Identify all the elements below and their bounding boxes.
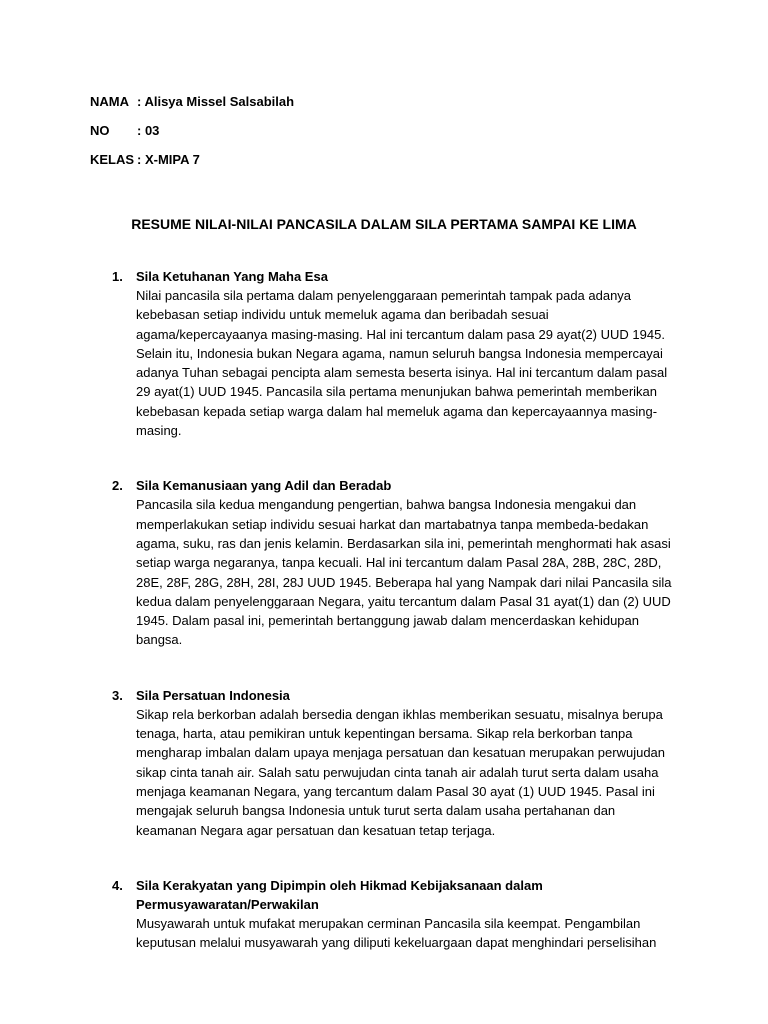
number-label: NO <box>90 123 110 138</box>
section-body <box>136 476 676 649</box>
number-value: : 03 <box>137 123 160 138</box>
class-value: : X-MIPA 7 <box>137 152 200 167</box>
section-item <box>90 876 768 953</box>
document-title: RESUME NILAI-NILAI PANCASILA DALAM SILA PERTAMA SAMPAI KE LIMA <box>131 216 637 232</box>
section-text: Sikap rela berkorban adalah bersedia dengan ikhlas memberikan sesuatu, misalnya berupa tenaga, harta, atau pemikiran untuk kepentingan bersama. Sikap rela berkorban tanpa mengharap imbalan dalam upaya menjaga persatuan dan kesatuan merupakan perwujudan sikap cinta tanah air. Salah satu perwujudan cinta tanah air adalah turut serta dalam usaha menjaga keamanan Negara, yang tercantum dalam Pasal 30 ayat (1) UUD 1945. Pasal ini mengajak seluruh bangsa Indonesia untuk turut serta dalam usaha pertahanan dan keamanan Negara agar persatuan dan kesatuan tetap terjaga. <box>136 706 666 838</box>
section-item <box>90 686 768 840</box>
name-value: : Alisya Missel Salsabilah <box>137 94 295 109</box>
section-text: Nilai pancasila sila pertama dalam penyelenggaraan pemerintah tampak pada adanya kebebasan setiap individu untuk memeluk agama dan beribadah sesuai agama/kepercayaanya masing-masing. Hal ini tercantum dalam pasa 29 ayat(2) UUD 1945. Selain itu, Indonesia bukan Negara agama, namun seluruh bangsa Indonesia mempercayai adanya Tuhan sebagai pencipta alam semesta beserta isinya. Hal ini tercantum dalam pasal 29 ayat(1) UUD 1945. Pancasila sila pertama menunjukan bahwa pemerintah memberikan kebebasan kepada setiap warga dalam hal memeluk agama dan kepercayaannya masing-masing. <box>136 288 668 439</box>
section-number: 2. <box>112 478 123 494</box>
section-item <box>90 476 768 649</box>
section-text: Musyawarah untuk mufakat merupakan cerminan Pancasila sila keempat. Pengambilan keputusan melalui musyawarah yang diliputi kekeluargaan dapat menghindari perselisihan <box>136 915 657 951</box>
section-number: 4. <box>112 877 123 893</box>
sections-list <box>90 267 768 952</box>
section-heading: Sila Ketuhanan Yang Maha Esa <box>136 269 328 284</box>
section-heading: Sila Kemanusiaan yang Adil dan Beradab <box>136 478 392 494</box>
section-body <box>136 267 676 440</box>
section-number: 3. <box>112 687 123 703</box>
name-label: NAMA <box>90 94 129 109</box>
section-text: Pancasila sila kedua mengandung pengertian, bahwa bangsa Indonesia mengakui dan memperlakukan setiap individu sesuai harkat dan martabatnya tanpa membeda-bedakan agama, suku, ras dan jenis kelamin. Berdasarkan sila ini, pemerintah menghormati hak asasi setiap warga negaranya, tanpa kecuali. Hal ini tercantum dalam Pasal 28A, 28B, 28C, 28D, 28E, 28F, 28G, 28H, 28I, 28J UUD 1945. Beberapa hal yang Nampak dari nilai Pancasila sila kedua dalam penyelenggaraan Negara, yaitu tercantum dalam Pasal 31 ayat(1) dan (2) UUD 1945. Dalam pasal ini, pemerintah bertanggung jawab dalam mencerdaskan kehidupan bangsa. <box>136 497 672 648</box>
info-row-number <box>90 123 768 152</box>
student-info <box>90 94 768 181</box>
info-row-name <box>90 94 768 123</box>
section-number: 1. <box>112 269 123 284</box>
section-heading: Sila Persatuan Indonesia <box>136 687 290 703</box>
section-item <box>90 267 768 440</box>
info-row-class <box>90 152 768 181</box>
section-body <box>136 876 676 953</box>
section-body <box>136 686 676 840</box>
section-heading: Sila Kerakyatan yang Dipimpin oleh Hikmad Kebijaksanaan dalam Permusyawaratan/Perwakilan <box>136 877 543 912</box>
class-label: KELAS <box>90 152 135 167</box>
